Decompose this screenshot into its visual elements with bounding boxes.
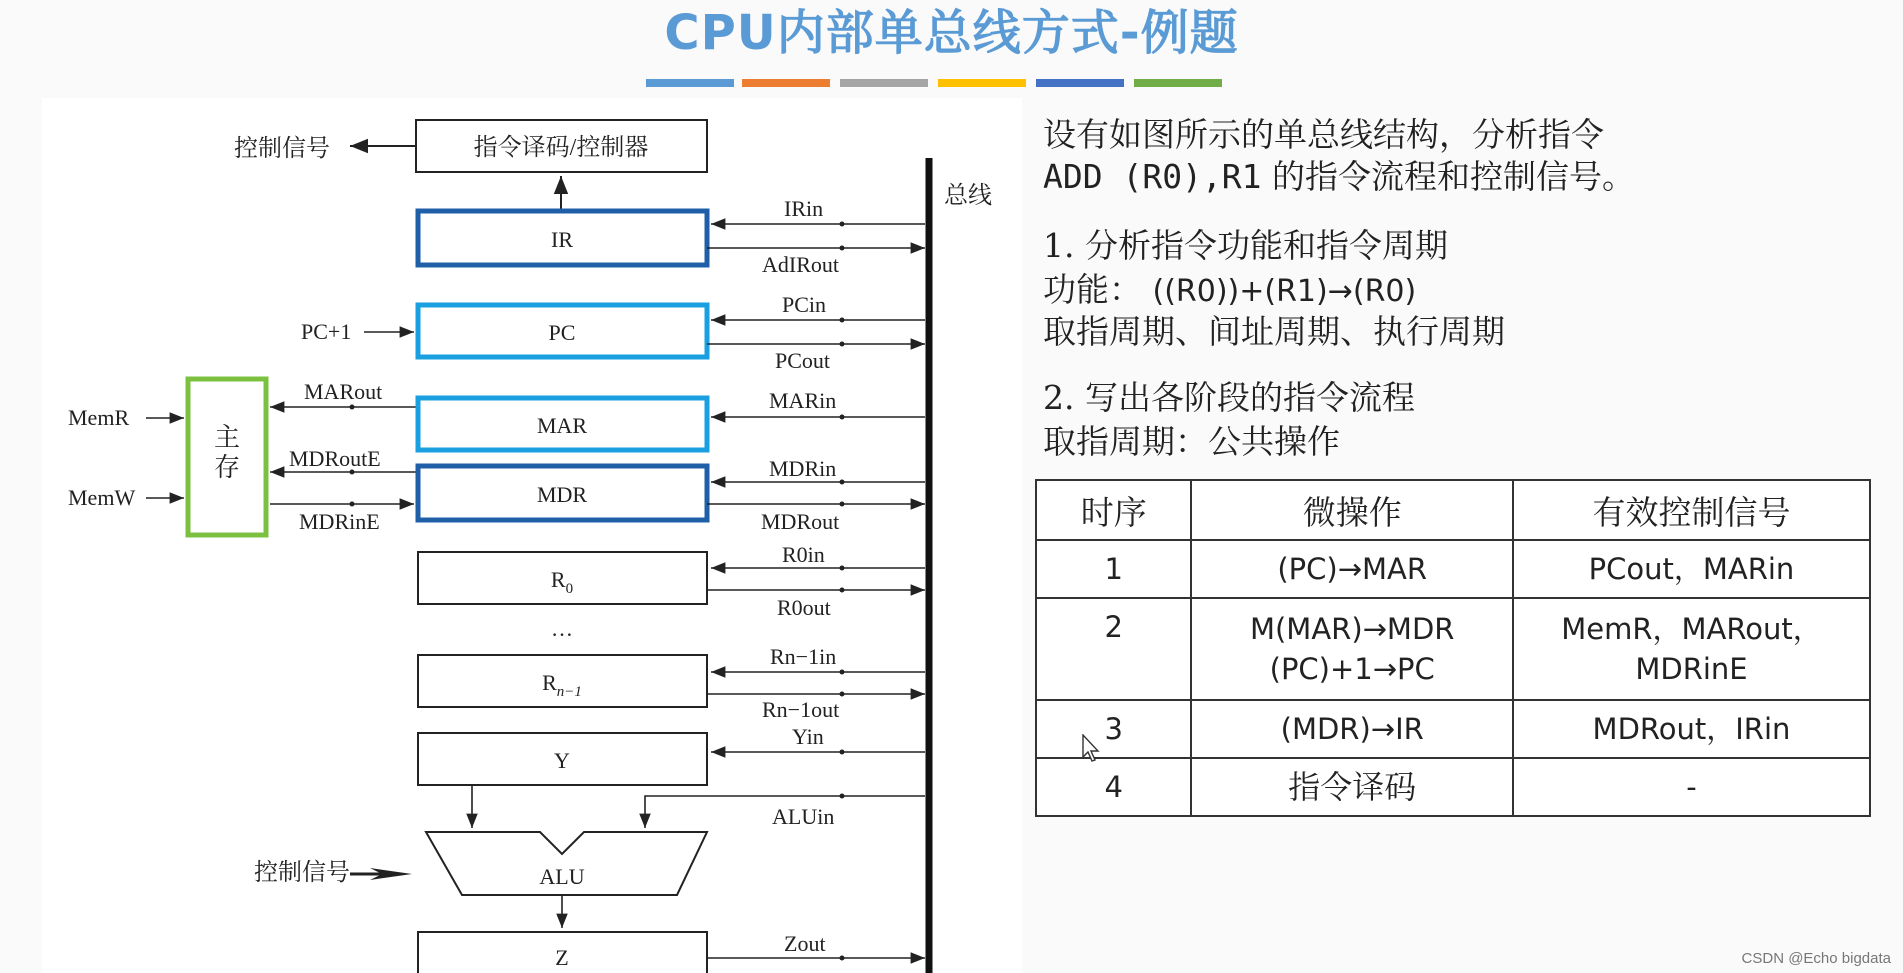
pc-label: PC <box>548 320 576 345</box>
rn-1-in-signal: Rn−1in <box>770 644 837 669</box>
control-signal-alu-label: 控制信号 <box>254 860 350 886</box>
color-bar-segment <box>938 79 1026 87</box>
pc-in-signal: PCin <box>782 292 827 317</box>
mar-out-signal: MARout <box>304 379 383 404</box>
cycles-line: 取指周期、间址周期、执行周期 <box>1043 312 1505 351</box>
rn-1-label: $R_{n-1}$ <box>542 670 582 700</box>
mdr-out-e-signal: MDRoutE <box>289 446 381 471</box>
table-row <box>1036 758 1870 816</box>
step-2-title: 2. 写出各阶段的指令流程 <box>1043 378 1415 417</box>
function-line <box>1043 264 1416 311</box>
y-label: Y <box>554 748 570 773</box>
memory-label-2: 存 <box>213 453 241 482</box>
cell-micro-op: 指令译码 <box>1191 758 1512 816</box>
slide-title: CPU内部单总线方式-例题 <box>664 5 1239 61</box>
function-label: 功能： <box>1043 270 1142 309</box>
ir-in-signal: IRin <box>784 196 824 221</box>
bus-label: 总线 <box>944 183 992 209</box>
table-row <box>1036 700 1870 758</box>
question-text <box>1043 114 1635 198</box>
question-line-2 <box>1043 156 1635 198</box>
header-sequence: 时序 <box>1036 480 1191 540</box>
cell-control-signals: PCout，MARin <box>1513 540 1870 598</box>
register-ellipsis: … <box>551 616 573 641</box>
signal-line: MemR，MARout， <box>1561 612 1822 646</box>
ad-ir-out-signal: AdIRout <box>762 252 839 277</box>
mouse-cursor-icon <box>1082 734 1102 764</box>
mdr-label: MDR <box>536 482 588 507</box>
color-bar-segment <box>646 79 734 87</box>
cell-control-signals: - <box>1513 758 1870 816</box>
control-signal-top-label: 控制信号 <box>234 136 330 162</box>
mar-label: MAR <box>536 413 588 438</box>
pc-plus-1-label: PC+1 <box>301 319 352 344</box>
cell-sequence: 2 <box>1036 598 1191 700</box>
y-in-signal: Yin <box>792 724 824 749</box>
cell-micro-op: (MDR)→IR <box>1191 700 1512 758</box>
question-line-1: 设有如图所示的单总线结构，分析指令 <box>1043 115 1604 154</box>
header-control-signals: 有效控制信号 <box>1513 480 1870 540</box>
cell-micro-op: (PC)→MAR <box>1191 540 1512 598</box>
z-out-signal: Zout <box>784 931 826 956</box>
cell-sequence: 3 <box>1036 700 1191 758</box>
mdr-in-e-signal: MDRinE <box>299 509 380 534</box>
color-bar-segment <box>1134 79 1222 87</box>
cell-sequence: 4 <box>1036 758 1191 816</box>
mem-r-label: MemR <box>68 405 130 430</box>
z-label: Z <box>555 945 569 970</box>
decoder-label: 指令译码/控制器 <box>473 135 649 161</box>
cell-micro-op <box>1191 598 1512 700</box>
mar-in-signal: MARin <box>769 388 837 413</box>
fetch-cycle-label: 取指周期：公共操作 <box>1043 422 1340 461</box>
pc-out-signal: PCout <box>775 348 831 373</box>
watermark: CSDN @Echo bigdata <box>1741 950 1891 967</box>
mdr-out-signal: MDRout <box>761 509 840 534</box>
step-1-title: 1. 分析指令功能和指令周期 <box>1043 226 1448 265</box>
question-line-2-text: 的指令流程和控制信号。 <box>1261 157 1636 196</box>
alu-label: ALU <box>539 864 585 889</box>
memory-label-1: 主 <box>213 423 241 452</box>
cell-sequence: 1 <box>1036 540 1191 598</box>
signal-line: MDRinE <box>1635 652 1748 686</box>
color-bar-segment <box>1036 79 1124 87</box>
rn-1-out-signal: Rn−1out <box>762 697 840 722</box>
instruction-code: ADD (R0),R1 <box>1043 157 1262 196</box>
alu-in-signal: ALUin <box>772 804 835 829</box>
color-bar-segment <box>742 79 830 87</box>
mdr-in-signal: MDRin <box>769 456 837 481</box>
micro-op-line: (PC)+1→PC <box>1269 652 1435 686</box>
micro-operation-table <box>1035 479 1871 817</box>
table-row <box>1036 598 1870 700</box>
function-value: ((R0))+(R1)→(R0) <box>1152 274 1417 309</box>
header-micro-op: 微操作 <box>1191 480 1512 540</box>
table-row <box>1036 540 1870 598</box>
cell-control-signals: MDRout，IRin <box>1513 700 1870 758</box>
cpu-bus-diagram <box>42 98 1022 973</box>
micro-op-line: M(MAR)→MDR <box>1249 612 1455 646</box>
color-bar-segment <box>840 79 928 87</box>
table-header-row <box>1036 480 1870 540</box>
r0-in-signal: R0in <box>782 542 825 567</box>
ir-label: IR <box>551 227 573 252</box>
r0-label: $R_0$ <box>550 567 574 597</box>
r0-out-signal: R0out <box>777 595 831 620</box>
cell-control-signals <box>1513 598 1870 700</box>
mem-w-label: MemW <box>68 485 136 510</box>
